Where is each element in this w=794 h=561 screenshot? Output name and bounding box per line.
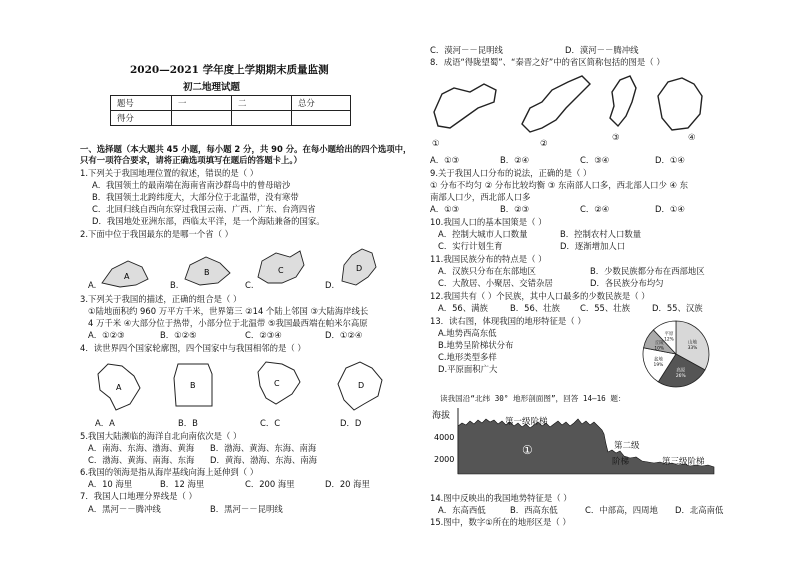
pie-slice-label: 丘陵 xyxy=(654,340,664,346)
step-label: 第三级阶梯 xyxy=(662,457,705,467)
option[interactable]: A．汉族只分布在东部地区 xyxy=(438,266,536,276)
profile-caption: 读我国沿“北纬 30° 地形剖面图”，回答 14—16 题： xyxy=(440,394,626,403)
option[interactable]: D.平原面积广大 xyxy=(438,364,498,374)
map-number: ④ xyxy=(688,132,696,142)
option[interactable]: A．①②③ xyxy=(88,330,125,340)
option-label[interactable]: C. xyxy=(245,280,254,290)
question-stem: 5.我国大陆濒临的海洋自北向南依次是（ ） xyxy=(80,431,242,441)
option[interactable]: B．①②⑤ xyxy=(160,330,197,340)
option[interactable]: A．①③ xyxy=(430,155,460,165)
option[interactable]: D．北高南低 xyxy=(675,505,724,515)
score-cell: 得分 xyxy=(111,111,172,126)
score-cell: 总分 xyxy=(292,96,351,111)
option[interactable]: B．B xyxy=(178,418,198,428)
option-label[interactable]: A. xyxy=(88,280,97,290)
map-number: ① xyxy=(432,138,440,148)
option[interactable]: C.地形类型多样 xyxy=(438,352,497,362)
option[interactable]: D．D xyxy=(340,418,362,428)
question-stem: 8．成语“得陇望蜀”、“秦晋之好”中的省区简称包括的图是（ ） xyxy=(430,57,665,67)
province-map-1 xyxy=(434,84,496,128)
map-letter: A xyxy=(124,272,130,281)
option[interactable]: B．渤海、黄海、东海、南海 xyxy=(210,443,317,453)
option[interactable]: C．渤海、黄海、南海、东海 xyxy=(88,455,195,465)
pie-slice-label: 盆地 xyxy=(654,357,663,363)
question-stem: 15.图中，数字①所在的地形区是（ ） xyxy=(430,517,571,527)
score-table xyxy=(110,95,351,126)
terrain-marker: ① xyxy=(522,443,533,457)
question-text: ①陆地面积约 960 万平方千米，世界第三 ②14 个陆上邻国 ③大陆海岸线长 xyxy=(88,306,369,316)
question-text: 4 万千米 ④大部分位于热带，小部分位于北温带 ⑤我国最西端在帕米尔高原 xyxy=(88,318,368,328)
option[interactable]: B．12 海里 xyxy=(160,479,205,489)
question-stem: 12.我国共有（ ）个民族，其中人口最多的少数民族是（ ） xyxy=(430,291,650,301)
step-label: 第一级阶梯 xyxy=(505,417,548,427)
option[interactable]: A．南海、东海、渤海、黄海 xyxy=(88,443,195,453)
score-cell[interactable] xyxy=(292,111,351,126)
pie-slice-value: 12% xyxy=(664,337,674,343)
option[interactable]: B．56、壮族 xyxy=(510,303,560,313)
option[interactable]: C．②④ xyxy=(580,204,610,214)
score-cell[interactable] xyxy=(232,111,292,126)
option[interactable]: B．②③ xyxy=(500,204,530,214)
option[interactable]: A.地势西高东低 xyxy=(438,328,497,338)
exam-subtitle: 初二地理试题 xyxy=(183,82,241,93)
province-maps xyxy=(430,72,730,142)
map-letter: B xyxy=(204,268,210,277)
question-stem: 7．我国人口地理分界线是（ ） xyxy=(80,491,197,501)
map-letter: A xyxy=(116,383,122,392)
option-label[interactable]: B. xyxy=(170,280,179,290)
option[interactable]: B．②④ xyxy=(500,155,530,165)
step-label: 第二级 xyxy=(614,441,640,451)
option[interactable]: D．①④ xyxy=(655,204,685,214)
option[interactable]: D．①④ xyxy=(655,155,685,165)
option[interactable]: D．各民族分布均匀 xyxy=(590,278,664,288)
province-map-2 xyxy=(522,76,590,132)
option[interactable]: D．①②④ xyxy=(325,330,363,340)
question-stem: 13．读右图，体现我国的地形特征是（ ） xyxy=(430,316,586,326)
option-label[interactable]: D. xyxy=(325,280,335,290)
option[interactable]: C．实行计划生育 xyxy=(438,241,503,251)
question-stem: 11.我国民族分布的特点是（ ） xyxy=(430,254,547,264)
option[interactable]: B．少数民族都分布在西部地区 xyxy=(590,266,705,276)
pie-slice-label: 高原 xyxy=(676,368,686,374)
province-map-3 xyxy=(610,76,636,126)
pie-slice-value: 33% xyxy=(687,345,698,351)
profile-tick: 4000 xyxy=(434,433,455,442)
question-stem: 9.关于我国人口分布的说法，正确的是（ ） xyxy=(430,168,592,178)
map-letter: D xyxy=(358,381,365,390)
province-outlines xyxy=(90,243,390,291)
option[interactable]: D．漠河－－腾冲线 xyxy=(565,45,639,55)
section-heading: 只有一项符合要求，请将正确选项填写在题后的答题卡上。） xyxy=(80,155,302,165)
question-stem: 14.图中反映出的我国地势特征是（ ） xyxy=(430,493,572,503)
option[interactable]: C．北回归线自西向东穿过我国云南、广西、广东、台湾四省 xyxy=(92,204,316,214)
option[interactable]: A．东高西低 xyxy=(438,505,486,515)
map-letter: B xyxy=(190,381,196,390)
option[interactable]: A．控制大城市人口数量 xyxy=(438,229,528,239)
option[interactable]: A．①③ xyxy=(430,204,460,214)
question-text: ① 分布不均匀 ② 分布比较均衡 ③ 东南部人口多，西北部人口少 ④ 东 xyxy=(430,180,689,190)
map-number: ② xyxy=(540,138,548,148)
province-map-4 xyxy=(658,78,702,130)
question-stem: 6.我国的领海是指从海岸基线向海上延伸到（ ） xyxy=(80,467,259,477)
option[interactable]: C．55、壮族 xyxy=(580,303,631,313)
profile-tick: 2000 xyxy=(434,455,455,464)
question-stem: 3.下列关于我国的描述，正确的组合是（ ） xyxy=(80,294,242,304)
pie-slice-value: 26% xyxy=(675,374,686,380)
option[interactable]: C．③④ xyxy=(580,155,610,165)
option[interactable]: D．55、汉族 xyxy=(652,303,703,313)
option[interactable]: A．10 海里 xyxy=(88,479,133,489)
score-cell[interactable] xyxy=(172,111,232,126)
map-number: ③ xyxy=(612,132,620,142)
country-outlines xyxy=(88,354,388,416)
score-cell: 题号 xyxy=(111,96,172,111)
option[interactable]: D．我国地处亚洲东部，西临太平洋，是一个海陆兼备的国家。 xyxy=(92,216,325,226)
option[interactable]: D．20 海里 xyxy=(325,479,370,489)
option[interactable]: B．西高东低 xyxy=(510,505,558,515)
option[interactable]: B．我国领土北跨纬度大，大部分位于北温带，没有寒带 xyxy=(92,192,299,202)
step-label: 阶梯 xyxy=(612,457,630,467)
option[interactable]: B．黑河－－昆明线 xyxy=(210,504,283,514)
option[interactable]: B.地势呈阶梯状分布 xyxy=(438,340,514,350)
map-letter: C xyxy=(278,266,284,275)
terrain-profile-chart xyxy=(430,404,720,488)
option[interactable]: C．C xyxy=(260,418,281,428)
option[interactable]: A．我国领土的最南端在海南省南沙群岛中的曾母暗沙 xyxy=(92,180,291,190)
option[interactable]: C．漠河－－昆明线 xyxy=(430,45,503,55)
option[interactable]: D．黄海、渤海、东海、南海 xyxy=(210,455,317,465)
option[interactable]: C．中部高，四周地 xyxy=(585,505,658,515)
option[interactable]: D．逐渐增加人口 xyxy=(560,241,626,251)
option[interactable]: A．A xyxy=(95,418,115,428)
question-stem: 10.我国人口的基本国策是（ ） xyxy=(430,217,547,227)
pie-slice-value: 10% xyxy=(654,346,665,352)
option[interactable]: C．大散居、小聚居、交错杂居 xyxy=(438,278,553,288)
exam-title: 2020—2021 学年度上学期期末质量监测 xyxy=(130,64,329,76)
score-cell: 一 xyxy=(172,96,232,111)
question-stem: 2.下面中位于我国最东的是哪一个省（ ） xyxy=(80,229,234,239)
question-text: 南部人口少，西北部人口多 xyxy=(430,192,531,202)
pie-slice-label: 平原 xyxy=(664,332,674,338)
map-letter: C xyxy=(274,379,280,388)
option[interactable]: A．黑河－－腾冲线 xyxy=(88,504,161,514)
option[interactable]: A．56、满族 xyxy=(438,303,488,313)
option[interactable]: C．②③④ xyxy=(245,330,282,340)
question-stem: 1.下列关于我国地理位置的叙述，错误的是（ ） xyxy=(80,168,259,178)
option[interactable]: B．控制农村人口数量 xyxy=(560,229,642,239)
pie-slice-label: 山地 xyxy=(688,340,697,346)
section-heading: 一、选择题（本大题共 45 小题，每小题 2 分，共 90 分。在每小题给出的四个选项中， xyxy=(80,144,412,154)
score-cell: 二 xyxy=(232,96,292,111)
pie-slice-value: 19% xyxy=(653,363,664,369)
question-stem: 4．读世界四个国家轮廓图，四个国家中与我国相邻的是（ ） xyxy=(80,343,306,353)
map-letter: D xyxy=(356,264,363,273)
option[interactable]: C．200 海里 xyxy=(245,479,295,489)
terrain-pie-chart xyxy=(640,318,712,390)
profile-ylabel: 海拔 xyxy=(432,411,451,421)
